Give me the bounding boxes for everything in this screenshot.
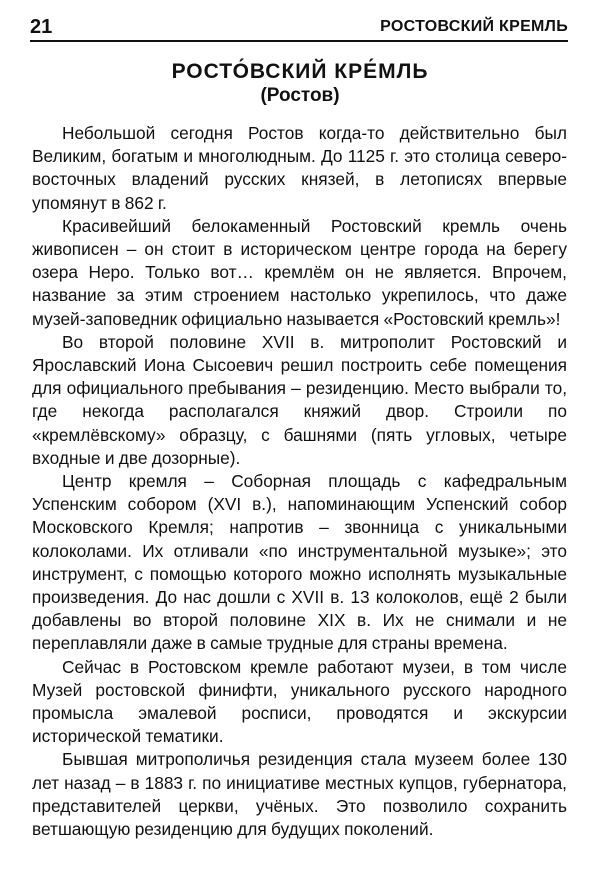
paragraph: Бывшая митрополичья резиденция стала музеем более 130 лет назад – в 1883 г. по инициативе местных купцов, губернатора, представителей церкви, учёных. Это позволило сохранить ветшающую резиденцию для будущих поколений. bbox=[32, 749, 567, 840]
running-head: РОСТОВСКИЙ КРЕМЛЬ bbox=[380, 18, 568, 35]
article-subtitle: (Ростов) bbox=[260, 85, 340, 106]
paragraph: Во второй половине XVII в. митрополит Ростовский и Ярославский Иона Сысоевич решил построить себе помещения для официального пребывания – резиденцию. Место выбрали то, где некогда располагался княжий двор. Строили по «кремлёвскому» образцу, с башнями (пять угловых, четыре входные и две дозорные). bbox=[32, 331, 567, 468]
paragraph: Небольшой сегодня Ростов когда-то действительно был Великим, богатым и многолюдным. До 1125 г. это столица северо-восточных владений русских князей, в летописях впервые упомянут в 862 г. bbox=[32, 123, 567, 213]
paragraph: Сейчас в Ростовском кремле работают музеи, в том числе Музей ростовской финифти, уникального русского народного промысла эмалевой росписи, проводятся и экскурсии исторической тематики. bbox=[32, 656, 567, 747]
page-number: 21 bbox=[30, 16, 53, 38]
paragraph: Красивейший белокаменный Ростовский кремль очень живописен – он стоит в историческом центре города на берегу озера Неро. Только вот… кремлём он не является. Впрочем, название за этим строением настолько укрепилось, что даже музей-заповедник официально называется «Ростовский кремль»! bbox=[32, 215, 567, 329]
page-header bbox=[30, 14, 568, 42]
article-heading bbox=[0, 60, 600, 108]
article-body bbox=[32, 122, 567, 841]
article-title: РОСТО́ВСКИЙ КРЕ́МЛЬ bbox=[171, 60, 429, 83]
paragraph: Центр кремля – Соборная площадь с кафедральным Успенским собором (XVI в.), напоминающим Успенский собор Московского Кремля; напротив – звонница с уникальными колоколами. Их отливали «по инструментальной музыке»; это инструмент, с помощью которого можно исполнять музыкальные произведения. До нас дошли с XVII в. 13 колоколов, ещё 2 были добавлены во второй половине XIX в. Их не снимали и не переплавляли даже в самые трудные для страны времена. bbox=[32, 471, 567, 654]
